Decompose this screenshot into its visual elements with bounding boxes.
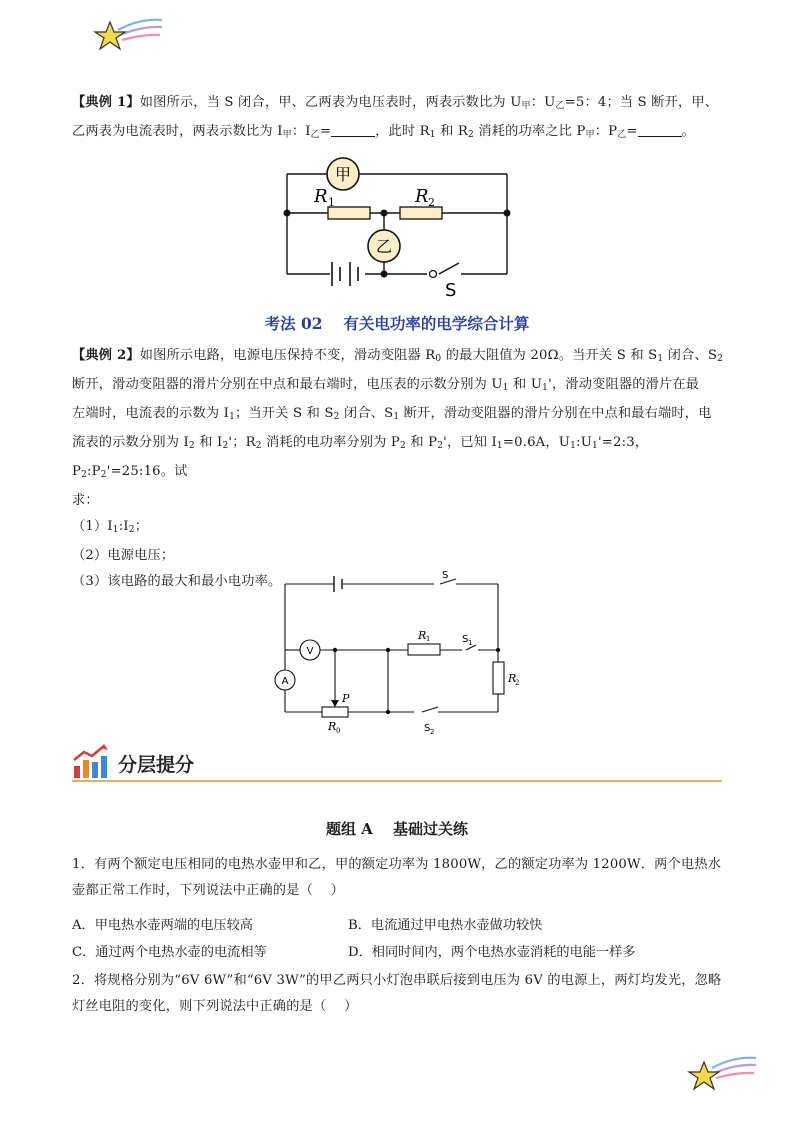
svg-text:甲: 甲: [334, 165, 352, 184]
shooting-star-icon: [686, 1054, 758, 1098]
shooting-star-icon: [92, 16, 164, 60]
svg-text:0: 0: [336, 727, 341, 735]
growth-chart-icon: [74, 744, 108, 778]
method-heading: 考法 02 有关电功率的电学综合计算: [264, 314, 530, 333]
svg-text:1: 1: [426, 635, 431, 643]
resistor-r2: [400, 207, 442, 219]
circuit-diagram-1: [270, 150, 530, 300]
sub-question-2: （2）电源电压；: [72, 548, 175, 563]
group-title: 题组 A 基础过关练: [325, 820, 469, 838]
example-2-tag: 【典例 2】: [72, 348, 140, 363]
sub-question-1: $(1)I_1:I_2$；: [72, 519, 149, 535]
svg-text:2: 2: [430, 728, 435, 736]
svg-text:V: V: [306, 646, 314, 657]
question-2-stem: 2．将规格分别为“6V 6W”和“6V 3W”的甲乙两只小灯泡串联后接到电压为 6V 的电源上，两灯均发光，忽略 灯丝电阻的变化，则下列说法中正确的是（ ）: [72, 973, 722, 1014]
q1-option-d[interactable]: D．相同时间内，两个电热水壶消耗的电能一样多: [348, 945, 636, 960]
svg-text:R: R: [314, 186, 328, 207]
q1-option-b[interactable]: B．电流通过甲电热水壶做功较快: [348, 918, 543, 933]
question-1-stem: 1．有两个额定电压相同的电热水壶甲和乙，甲的额定功率为 1800W，乙的额定功率为 1200W．两个电热水 壶都正常工作时，下列说法中正确的是（ ）: [72, 857, 722, 898]
circuit-diagram-2: [266, 566, 520, 738]
svg-text:S: S: [462, 634, 469, 645]
svg-text:A: A: [281, 676, 289, 687]
svg-text:R: R: [508, 672, 517, 685]
svg-text:乙: 乙: [375, 237, 393, 256]
svg-text:S: S: [424, 723, 431, 734]
svg-text:R: R: [328, 720, 337, 733]
example-1-tag: 【典例 1】: [72, 95, 140, 110]
svg-text:2: 2: [428, 196, 435, 209]
section-heading: 分层提分: [118, 754, 195, 776]
svg-text:S: S: [445, 280, 457, 301]
q1-option-c[interactable]: C．通过两个电热水壶的电流相等: [72, 945, 267, 960]
svg-text:P: P: [342, 692, 350, 705]
svg-text:1: 1: [468, 639, 473, 647]
svg-text:R: R: [415, 186, 429, 207]
example-2-text: 【典例 2】如图所示电路，电源电压保持不变，滑动变阻器 $R_0$ 的最大阻值为 20Ω。当开关 S 和 $S_1$ 闭合、$S_2$ 断开，滑动变阻器的滑片分别在中点和最右端时，电压表的示数分别为 $U_1$ 和 $U_1'$，滑动变阻器的滑片在最 左端时，电流表的示数为 $I_1$；当开关 S 和 $S_2$ 闭合、$S_1$ 断开，滑动变阻器的滑片分别在中点和最右端时，电 流表的示数分别为 $I_2$ 和 $I_2'$；$R_2$ 消耗的电功率分别为 $P_2$ 和 $P_2'$，已知 $I_1=0.6A$，$U_1:U_1'=2:3$，$P_2:P_2'=25:16$。试 求： $(1)I_1:I_2$； （2）电源电压； （3）该电路的最大和最小电功率。: [72, 348, 724, 589]
example-1-text: 【典例 1】如图所示，当 S 闭合，甲、乙两表为电压表时，两表示数比为 $U_甲$：$U_乙=5$：4；当 S 断开，甲、 乙两表为电流表时，两表示数比为 $I_甲$：$I_乙=$ ，此时 $R_1$ 和 $R_2$ 消耗的功率之比 $P_甲$：$P_乙=$ 。: [72, 95, 719, 140]
answer-blank-1[interactable]: [331, 122, 375, 137]
sub-question-3: （3）该电路的最大和最小电功率。: [72, 574, 282, 589]
svg-text:R: R: [418, 629, 427, 642]
svg-text:1: 1: [328, 196, 335, 209]
resistor-r2: [493, 662, 504, 694]
resistor-r1: [408, 644, 440, 655]
svg-text:S: S: [442, 570, 449, 581]
answer-blank-2[interactable]: [638, 122, 682, 137]
rheostat-r0: [322, 707, 348, 717]
q1-option-a[interactable]: A．甲电热水壶两端的电压较高: [72, 918, 253, 933]
svg-text:2: 2: [515, 679, 520, 687]
